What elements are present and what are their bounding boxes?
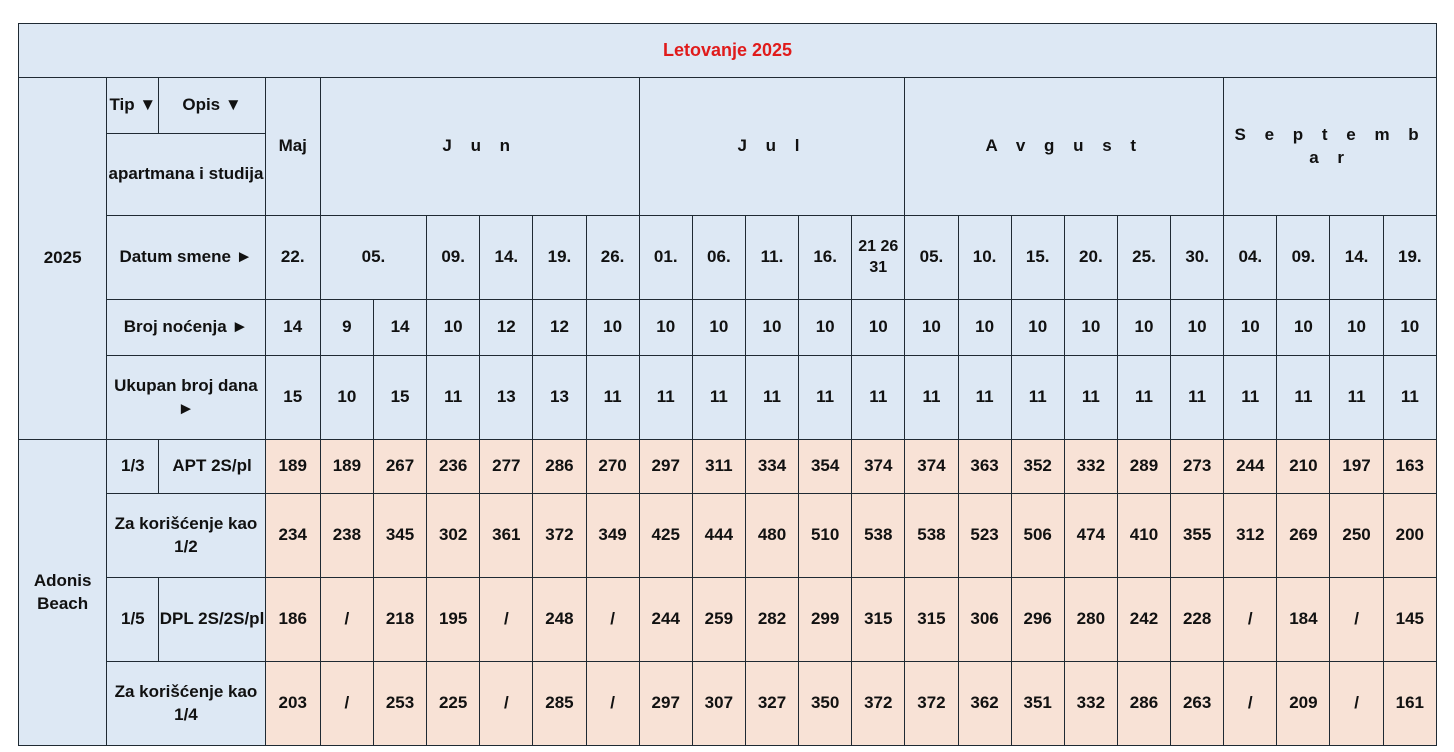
date-cell: 19. bbox=[533, 216, 586, 300]
price-cell: / bbox=[1224, 578, 1277, 662]
price-table bbox=[18, 23, 1437, 746]
price-cell: / bbox=[320, 662, 373, 746]
date-cell: 10. bbox=[958, 216, 1011, 300]
price-cell: 297 bbox=[639, 662, 692, 746]
dana-cell: 11 bbox=[586, 356, 639, 440]
date-cell: 11. bbox=[745, 216, 798, 300]
dana-cell: 11 bbox=[1171, 356, 1224, 440]
nocenja-cell: 12 bbox=[480, 300, 533, 356]
dana-cell: 11 bbox=[427, 356, 480, 440]
dana-cell: 15 bbox=[265, 356, 320, 440]
price-cell: 242 bbox=[1117, 578, 1170, 662]
page-title: Letovanje 2025 bbox=[19, 24, 1437, 78]
date-cell: 19. bbox=[1383, 216, 1436, 300]
date-cell: 09. bbox=[427, 216, 480, 300]
price-cell: 363 bbox=[958, 440, 1011, 494]
date-cell: 26. bbox=[586, 216, 639, 300]
price-cell: 296 bbox=[1011, 578, 1064, 662]
dana-cell: 11 bbox=[1117, 356, 1170, 440]
price-cell: 480 bbox=[745, 494, 798, 578]
price-cell: 311 bbox=[692, 440, 745, 494]
date-cell: 09. bbox=[1277, 216, 1330, 300]
price-cell: 361 bbox=[480, 494, 533, 578]
price-cell: 289 bbox=[1117, 440, 1170, 494]
price-cell: 306 bbox=[958, 578, 1011, 662]
usage-label: Za korišćenje kao 1/4 bbox=[107, 662, 265, 746]
price-cell: / bbox=[1330, 578, 1383, 662]
nocenja-cell: 12 bbox=[533, 300, 586, 356]
price-cell: 538 bbox=[852, 494, 905, 578]
price-cell: 474 bbox=[1064, 494, 1117, 578]
price-cell: 315 bbox=[852, 578, 905, 662]
price-cell: 236 bbox=[427, 440, 480, 494]
price-cell: 263 bbox=[1171, 662, 1224, 746]
date-cell: 15. bbox=[1011, 216, 1064, 300]
price-cell: 200 bbox=[1383, 494, 1436, 578]
price-cell: 244 bbox=[1224, 440, 1277, 494]
nocenja-cell: 10 bbox=[639, 300, 692, 356]
price-cell: / bbox=[1330, 662, 1383, 746]
dana-cell: 11 bbox=[1383, 356, 1436, 440]
tip-header: Tip ▼ bbox=[107, 78, 159, 134]
price-cell: 362 bbox=[958, 662, 1011, 746]
price-cell: 410 bbox=[1117, 494, 1170, 578]
opis-header: Opis ▼ bbox=[159, 78, 265, 134]
dana-cell: 11 bbox=[745, 356, 798, 440]
price-cell: 312 bbox=[1224, 494, 1277, 578]
price-cell: 523 bbox=[958, 494, 1011, 578]
price-cell: 273 bbox=[1171, 440, 1224, 494]
price-cell: 302 bbox=[427, 494, 480, 578]
price-cell: / bbox=[586, 578, 639, 662]
price-cell: 189 bbox=[320, 440, 373, 494]
price-cell: 355 bbox=[1171, 494, 1224, 578]
date-cell: 06. bbox=[692, 216, 745, 300]
price-cell: 163 bbox=[1383, 440, 1436, 494]
dana-cell: 11 bbox=[799, 356, 852, 440]
date-cell: 05. bbox=[320, 216, 426, 300]
price-cell: 277 bbox=[480, 440, 533, 494]
dana-cell: 11 bbox=[905, 356, 958, 440]
dana-cell: 11 bbox=[1330, 356, 1383, 440]
price-cell: 228 bbox=[1171, 578, 1224, 662]
dana-cell: 11 bbox=[1064, 356, 1117, 440]
price-cell: 327 bbox=[745, 662, 798, 746]
nocenja-cell: 10 bbox=[692, 300, 745, 356]
date-cell: 21 26 31 bbox=[852, 216, 905, 300]
date-cell: 20. bbox=[1064, 216, 1117, 300]
nocenja-label: Broj noćenja ► bbox=[107, 300, 265, 356]
price-cell: 253 bbox=[373, 662, 426, 746]
nocenja-cell: 10 bbox=[427, 300, 480, 356]
price-cell: 286 bbox=[533, 440, 586, 494]
date-cell: 01. bbox=[639, 216, 692, 300]
nocenja-cell: 10 bbox=[1171, 300, 1224, 356]
price-cell: 372 bbox=[852, 662, 905, 746]
nocenja-cell: 10 bbox=[1117, 300, 1170, 356]
dana-cell: 11 bbox=[852, 356, 905, 440]
price-cell: 186 bbox=[265, 578, 320, 662]
date-cell: 04. bbox=[1224, 216, 1277, 300]
dana-cell: 11 bbox=[958, 356, 1011, 440]
nocenja-cell: 10 bbox=[745, 300, 798, 356]
dana-cell: 13 bbox=[480, 356, 533, 440]
room-type: DPL 2S/2S/pl bbox=[159, 578, 265, 662]
nocenja-cell: 10 bbox=[1011, 300, 1064, 356]
nocenja-cell: 9 bbox=[320, 300, 373, 356]
dana-cell: 11 bbox=[639, 356, 692, 440]
price-cell: 307 bbox=[692, 662, 745, 746]
dana-label: Ukupan broj dana ► bbox=[107, 356, 265, 440]
price-cell: 372 bbox=[533, 494, 586, 578]
price-cell: 506 bbox=[1011, 494, 1064, 578]
month-jun: J u n bbox=[320, 78, 639, 216]
price-cell: 285 bbox=[533, 662, 586, 746]
dana-cell: 15 bbox=[373, 356, 426, 440]
date-cell: 22. bbox=[265, 216, 320, 300]
date-cell: 05. bbox=[905, 216, 958, 300]
price-cell: 374 bbox=[852, 440, 905, 494]
nocenja-cell: 10 bbox=[1330, 300, 1383, 356]
price-cell: 510 bbox=[799, 494, 852, 578]
month-jul: J u l bbox=[639, 78, 905, 216]
price-cell: 195 bbox=[427, 578, 480, 662]
room-code: 1/3 bbox=[107, 440, 159, 494]
datum-label: Datum smene ► bbox=[107, 216, 265, 300]
price-cell: 352 bbox=[1011, 440, 1064, 494]
price-cell: / bbox=[480, 662, 533, 746]
price-cell: / bbox=[320, 578, 373, 662]
dana-cell: 11 bbox=[1011, 356, 1064, 440]
nocenja-cell: 14 bbox=[265, 300, 320, 356]
price-cell: 444 bbox=[692, 494, 745, 578]
price-cell: 197 bbox=[1330, 440, 1383, 494]
nocenja-cell: 10 bbox=[852, 300, 905, 356]
nocenja-cell: 10 bbox=[586, 300, 639, 356]
price-cell: 374 bbox=[905, 440, 958, 494]
nocenja-cell: 10 bbox=[1064, 300, 1117, 356]
price-cell: 250 bbox=[1330, 494, 1383, 578]
price-cell: / bbox=[480, 578, 533, 662]
price-cell: 203 bbox=[265, 662, 320, 746]
price-cell: 354 bbox=[799, 440, 852, 494]
price-cell: 351 bbox=[1011, 662, 1064, 746]
date-cell: 14. bbox=[1330, 216, 1383, 300]
price-cell: 259 bbox=[692, 578, 745, 662]
price-cell: 286 bbox=[1117, 662, 1170, 746]
price-cell: 334 bbox=[745, 440, 798, 494]
dana-cell: 11 bbox=[692, 356, 745, 440]
date-cell: 14. bbox=[480, 216, 533, 300]
price-cell: 218 bbox=[373, 578, 426, 662]
room-code: 1/5 bbox=[107, 578, 159, 662]
price-cell: 161 bbox=[1383, 662, 1436, 746]
price-cell: 145 bbox=[1383, 578, 1436, 662]
price-cell: 248 bbox=[533, 578, 586, 662]
price-cell: 332 bbox=[1064, 440, 1117, 494]
price-cell: 297 bbox=[639, 440, 692, 494]
price-cell: 372 bbox=[905, 662, 958, 746]
price-cell: 234 bbox=[265, 494, 320, 578]
dana-cell: 11 bbox=[1277, 356, 1330, 440]
price-cell: 538 bbox=[905, 494, 958, 578]
year-label: 2025 bbox=[19, 78, 107, 440]
price-cell: 267 bbox=[373, 440, 426, 494]
price-cell: 280 bbox=[1064, 578, 1117, 662]
price-cell: 238 bbox=[320, 494, 373, 578]
date-cell: 25. bbox=[1117, 216, 1170, 300]
price-cell: / bbox=[1224, 662, 1277, 746]
month-maj: Maj bbox=[265, 78, 320, 216]
price-cell: 349 bbox=[586, 494, 639, 578]
price-cell: 425 bbox=[639, 494, 692, 578]
nocenja-cell: 10 bbox=[799, 300, 852, 356]
hotel-name: Adonis Beach bbox=[19, 440, 107, 746]
price-cell: 282 bbox=[745, 578, 798, 662]
date-cell: 30. bbox=[1171, 216, 1224, 300]
nocenja-cell: 10 bbox=[1383, 300, 1436, 356]
dana-cell: 11 bbox=[1224, 356, 1277, 440]
nocenja-cell: 10 bbox=[905, 300, 958, 356]
price-cell: 209 bbox=[1277, 662, 1330, 746]
price-cell: 225 bbox=[427, 662, 480, 746]
price-cell: / bbox=[586, 662, 639, 746]
dana-cell: 13 bbox=[533, 356, 586, 440]
room-type: APT 2S/pl bbox=[159, 440, 265, 494]
price-cell: 350 bbox=[799, 662, 852, 746]
price-cell: 270 bbox=[586, 440, 639, 494]
price-cell: 299 bbox=[799, 578, 852, 662]
date-cell: 16. bbox=[799, 216, 852, 300]
price-cell: 184 bbox=[1277, 578, 1330, 662]
month-avgust: A v g u s t bbox=[905, 78, 1224, 216]
month-septembar: S e p t e m b a r bbox=[1224, 78, 1437, 216]
dana-cell: 10 bbox=[320, 356, 373, 440]
price-cell: 332 bbox=[1064, 662, 1117, 746]
price-cell: 244 bbox=[639, 578, 692, 662]
nocenja-cell: 10 bbox=[1277, 300, 1330, 356]
nocenja-cell: 14 bbox=[373, 300, 426, 356]
usage-label: Za korišćenje kao 1/2 bbox=[107, 494, 265, 578]
price-cell: 210 bbox=[1277, 440, 1330, 494]
nocenja-cell: 10 bbox=[958, 300, 1011, 356]
apartments-label: apartmana i studija bbox=[107, 134, 265, 216]
price-cell: 345 bbox=[373, 494, 426, 578]
nocenja-cell: 10 bbox=[1224, 300, 1277, 356]
price-cell: 189 bbox=[265, 440, 320, 494]
price-cell: 269 bbox=[1277, 494, 1330, 578]
price-cell: 315 bbox=[905, 578, 958, 662]
